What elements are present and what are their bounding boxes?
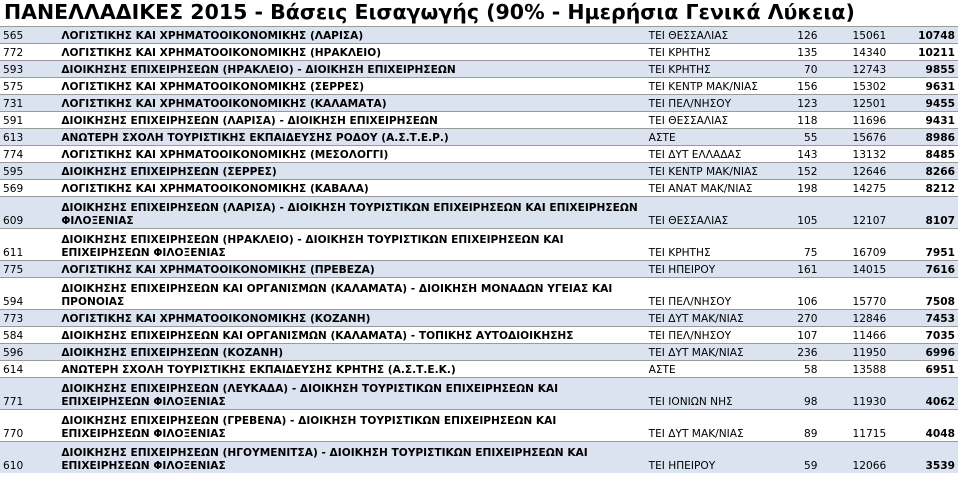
program-code-cell: 774: [0, 146, 58, 163]
positions-cell: 161: [768, 261, 820, 278]
admission-score-cell: 7508: [889, 278, 958, 310]
program-code-cell: 731: [0, 95, 58, 112]
institution-cell: ΤΕΙ ΗΠΕΙΡΟΥ: [646, 261, 769, 278]
institution-cell: ΤΕΙ ΚΡΗΤΗΣ: [646, 44, 769, 61]
ranking-number-cell: 12501: [821, 95, 890, 112]
institution-cell: ΤΕΙ ΚΕΝΤΡ ΜΑΚ/ΝΙΑΣ: [646, 163, 769, 180]
program-code-cell: 775: [0, 261, 58, 278]
table-row: [0, 146, 958, 163]
program-name-cell: ΛΟΓΙΣΤΙΚΗΣ ΚΑΙ ΧΡΗΜΑΤΟΟΙΚΟΝΟΜΙΚΗΣ (ΚΑΒΑΛΑ): [58, 180, 645, 197]
admission-score-cell: 7616: [889, 261, 958, 278]
ranking-number-cell: 15770: [821, 278, 890, 310]
program-name-cell: ΛΟΓΙΣΤΙΚΗΣ ΚΑΙ ΧΡΗΜΑΤΟΟΙΚΟΝΟΜΙΚΗΣ (ΚΑΛΑΜΑΤΑ): [58, 95, 645, 112]
institution-cell: ΤΕΙ ΘΕΣΣΑΛΙΑΣ: [646, 27, 769, 44]
program-name-cell: ΛΟΓΙΣΤΙΚΗΣ ΚΑΙ ΧΡΗΜΑΤΟΟΙΚΟΝΟΜΙΚΗΣ (ΠΡΕΒΕΖΑ): [58, 261, 645, 278]
institution-cell: ΤΕΙ ΘΕΣΣΑΛΙΑΣ: [646, 197, 769, 229]
program-name-cell: ΔΙΟΙΚΗΣΗΣ ΕΠΙΧΕΙΡΗΣΕΩΝ (ΗΡΑΚΛΕΙΟ) - ΔΙΟΙΚΗΣΗ ΤΟΥΡΙΣΤΙΚΩΝ ΕΠΙΧΕΙΡΗΣΕΩΝ ΚΑΙ ΕΠΙΧΕΙΡΗΣΕΩΝ ΦΙΛΟΞΕΝΙΑΣ: [58, 229, 645, 261]
admission-score-cell: 10748: [889, 27, 958, 44]
admission-score-cell: 4048: [889, 410, 958, 442]
ranking-number-cell: 12107: [821, 197, 890, 229]
positions-cell: 105: [768, 197, 820, 229]
scores-table: [0, 26, 958, 473]
positions-cell: 75: [768, 229, 820, 261]
table-row: [0, 112, 958, 129]
ranking-number-cell: 15676: [821, 129, 890, 146]
program-name-cell: ΛΟΓΙΣΤΙΚΗΣ ΚΑΙ ΧΡΗΜΑΤΟΟΙΚΟΝΟΜΙΚΗΣ (ΚΟΖΑΝΗ): [58, 310, 645, 327]
program-name-cell: ΑΝΩΤΕΡΗ ΣΧΟΛΗ ΤΟΥΡΙΣΤΙΚΗΣ ΕΚΠΑΙΔΕΥΣΗΣ ΡΟΔΟΥ (Α.Σ.Τ.Ε.Ρ.): [58, 129, 645, 146]
ranking-number-cell: 14015: [821, 261, 890, 278]
admission-score-cell: 9631: [889, 78, 958, 95]
program-name-cell: ΔΙΟΙΚΗΣΗΣ ΕΠΙΧΕΙΡΗΣΕΩΝ (ΓΡΕΒΕΝΑ) - ΔΙΟΙΚΗΣΗ ΤΟΥΡΙΣΤΙΚΩΝ ΕΠΙΧΕΙΡΗΣΕΩΝ ΚΑΙ ΕΠΙΧΕΙΡΗΣΕΩΝ ΦΙΛΟΞΕΝΙΑΣ: [58, 410, 645, 442]
admission-score-cell: 9455: [889, 95, 958, 112]
program-code-cell: 772: [0, 44, 58, 61]
ranking-number-cell: 11950: [821, 344, 890, 361]
table-row: [0, 442, 958, 474]
table-row: [0, 61, 958, 78]
ranking-number-cell: 11715: [821, 410, 890, 442]
positions-cell: 70: [768, 61, 820, 78]
institution-cell: ΤΕΙ ΔΥΤ ΜΑΚ/ΝΙΑΣ: [646, 344, 769, 361]
positions-cell: 107: [768, 327, 820, 344]
positions-cell: 123: [768, 95, 820, 112]
table-row: [0, 378, 958, 410]
table-row: [0, 197, 958, 229]
positions-cell: 135: [768, 44, 820, 61]
program-code-cell: 611: [0, 229, 58, 261]
institution-cell: ΑΣΤΕ: [646, 361, 769, 378]
ranking-number-cell: 11930: [821, 378, 890, 410]
ranking-number-cell: 12846: [821, 310, 890, 327]
program-code-cell: 614: [0, 361, 58, 378]
program-name-cell: ΔΙΟΙΚΗΣΗΣ ΕΠΙΧΕΙΡΗΣΕΩΝ (ΗΡΑΚΛΕΙΟ) - ΔΙΟΙΚΗΣΗ ΕΠΙΧΕΙΡΗΣΕΩΝ: [58, 61, 645, 78]
ranking-number-cell: 13132: [821, 146, 890, 163]
positions-cell: 156: [768, 78, 820, 95]
ranking-number-cell: 12066: [821, 442, 890, 474]
institution-cell: ΤΕΙ ΚΕΝΤΡ ΜΑΚ/ΝΙΑΣ: [646, 78, 769, 95]
admission-score-cell: 8212: [889, 180, 958, 197]
table-row: [0, 344, 958, 361]
program-code-cell: 613: [0, 129, 58, 146]
ranking-number-cell: 14340: [821, 44, 890, 61]
program-name-cell: ΑΝΩΤΕΡΗ ΣΧΟΛΗ ΤΟΥΡΙΣΤΙΚΗΣ ΕΚΠΑΙΔΕΥΣΗΣ ΚΡΗΤΗΣ (Α.Σ.Τ.Ε.Κ.): [58, 361, 645, 378]
institution-cell: ΤΕΙ ΙΟΝΙΩΝ ΝΗΣ: [646, 378, 769, 410]
institution-cell: ΤΕΙ ΑΝΑΤ ΜΑΚ/ΝΙΑΣ: [646, 180, 769, 197]
table-row: [0, 261, 958, 278]
ranking-number-cell: 15061: [821, 27, 890, 44]
ranking-number-cell: 12743: [821, 61, 890, 78]
table-row: [0, 310, 958, 327]
institution-cell: ΤΕΙ ΚΡΗΤΗΣ: [646, 61, 769, 78]
program-name-cell: ΛΟΓΙΣΤΙΚΗΣ ΚΑΙ ΧΡΗΜΑΤΟΟΙΚΟΝΟΜΙΚΗΣ (ΜΕΣΟΛΟΓΓΙ): [58, 146, 645, 163]
program-name-cell: ΔΙΟΙΚΗΣΗΣ ΕΠΙΧΕΙΡΗΣΕΩΝ (ΛΑΡΙΣΑ) - ΔΙΟΙΚΗΣΗ ΕΠΙΧΕΙΡΗΣΕΩΝ: [58, 112, 645, 129]
table-row: [0, 27, 958, 44]
table-row: [0, 78, 958, 95]
program-code-cell: 575: [0, 78, 58, 95]
admission-score-cell: 8485: [889, 146, 958, 163]
institution-cell: ΤΕΙ ΚΡΗΤΗΣ: [646, 229, 769, 261]
ranking-number-cell: 14275: [821, 180, 890, 197]
positions-cell: 143: [768, 146, 820, 163]
ranking-number-cell: 11466: [821, 327, 890, 344]
institution-cell: ΤΕΙ ΠΕΛ/ΝΗΣΟΥ: [646, 327, 769, 344]
admission-score-cell: 6996: [889, 344, 958, 361]
program-name-cell: ΔΙΟΙΚΗΣΗΣ ΕΠΙΧΕΙΡΗΣΕΩΝ (ΛΑΡΙΣΑ) - ΔΙΟΙΚΗΣΗ ΤΟΥΡΙΣΤΙΚΩΝ ΕΠΙΧΕΙΡΗΣΕΩΝ ΚΑΙ ΕΠΙΧΕΙΡΗΣΕΩΝ ΦΙΛΟΞΕΝΙΑΣ: [58, 197, 645, 229]
program-name-cell: ΔΙΟΙΚΗΣΗΣ ΕΠΙΧΕΙΡΗΣΕΩΝ ΚΑΙ ΟΡΓΑΝΙΣΜΩΝ (ΚΑΛΑΜΑΤΑ) - ΤΟΠΙΚΗΣ ΑΥΤΟΔΙΟΙΚΗΣΗΣ: [58, 327, 645, 344]
positions-cell: 118: [768, 112, 820, 129]
program-name-cell: ΔΙΟΙΚΗΣΗΣ ΕΠΙΧΕΙΡΗΣΕΩΝ (ΚΟΖΑΝΗ): [58, 344, 645, 361]
program-code-cell: 770: [0, 410, 58, 442]
positions-cell: 98: [768, 378, 820, 410]
table-row: [0, 44, 958, 61]
table-row: [0, 278, 958, 310]
program-code-cell: 610: [0, 442, 58, 474]
program-code-cell: 595: [0, 163, 58, 180]
admission-score-cell: 9431: [889, 112, 958, 129]
program-name-cell: ΛΟΓΙΣΤΙΚΗΣ ΚΑΙ ΧΡΗΜΑΤΟΟΙΚΟΝΟΜΙΚΗΣ (ΗΡΑΚΛΕΙΟ): [58, 44, 645, 61]
institution-cell: ΤΕΙ ΗΠΕΙΡΟΥ: [646, 442, 769, 474]
program-name-cell: ΛΟΓΙΣΤΙΚΗΣ ΚΑΙ ΧΡΗΜΑΤΟΟΙΚΟΝΟΜΙΚΗΣ (ΣΕΡΡΕΣ): [58, 78, 645, 95]
program-code-cell: 771: [0, 378, 58, 410]
program-name-cell: ΛΟΓΙΣΤΙΚΗΣ ΚΑΙ ΧΡΗΜΑΤΟΟΙΚΟΝΟΜΙΚΗΣ (ΛΑΡΙΣΑ): [58, 27, 645, 44]
scores-table-body: [0, 27, 958, 474]
ranking-number-cell: 13588: [821, 361, 890, 378]
admission-score-cell: 6951: [889, 361, 958, 378]
ranking-number-cell: 12646: [821, 163, 890, 180]
table-row: [0, 229, 958, 261]
program-code-cell: 569: [0, 180, 58, 197]
program-name-cell: ΔΙΟΙΚΗΣΗΣ ΕΠΙΧΕΙΡΗΣΕΩΝ ΚΑΙ ΟΡΓΑΝΙΣΜΩΝ (ΚΑΛΑΜΑΤΑ) - ΔΙΟΙΚΗΣΗ ΜΟΝΑΔΩΝ ΥΓΕΙΑΣ ΚΑΙ ΠΡΟΝΟΙΑΣ: [58, 278, 645, 310]
table-row: [0, 410, 958, 442]
positions-cell: 89: [768, 410, 820, 442]
table-row: [0, 163, 958, 180]
page-title: ΠΑΝΕΛΛΑΔΙΚΕΣ 2015 - Βάσεις Εισαγωγής (90% - Ημερήσια Γενικά Λύκεια): [4, 0, 855, 24]
positions-cell: 126: [768, 27, 820, 44]
admission-score-cell: 8986: [889, 129, 958, 146]
admission-score-cell: 7035: [889, 327, 958, 344]
positions-cell: 106: [768, 278, 820, 310]
table-row: [0, 180, 958, 197]
table-row: [0, 361, 958, 378]
positions-cell: 55: [768, 129, 820, 146]
positions-cell: 59: [768, 442, 820, 474]
ranking-number-cell: 15302: [821, 78, 890, 95]
institution-cell: ΤΕΙ ΔΥΤ ΜΑΚ/ΝΙΑΣ: [646, 410, 769, 442]
program-code-cell: 591: [0, 112, 58, 129]
positions-cell: 58: [768, 361, 820, 378]
admission-score-cell: 8266: [889, 163, 958, 180]
ranking-number-cell: 11696: [821, 112, 890, 129]
institution-cell: ΤΕΙ ΘΕΣΣΑΛΙΑΣ: [646, 112, 769, 129]
program-code-cell: 609: [0, 197, 58, 229]
admission-score-cell: 9855: [889, 61, 958, 78]
positions-cell: 198: [768, 180, 820, 197]
positions-cell: 270: [768, 310, 820, 327]
program-code-cell: 584: [0, 327, 58, 344]
program-name-cell: ΔΙΟΙΚΗΣΗΣ ΕΠΙΧΕΙΡΗΣΕΩΝ (ΛΕΥΚΑΔΑ) - ΔΙΟΙΚΗΣΗ ΤΟΥΡΙΣΤΙΚΩΝ ΕΠΙΧΕΙΡΗΣΕΩΝ ΚΑΙ ΕΠΙΧΕΙΡΗΣΕΩΝ ΦΙΛΟΞΕΝΙΑΣ: [58, 378, 645, 410]
positions-cell: 236: [768, 344, 820, 361]
program-name-cell: ΔΙΟΙΚΗΣΗΣ ΕΠΙΧΕΙΡΗΣΕΩΝ (ΗΓΟΥΜΕΝΙΤΣΑ) - ΔΙΟΙΚΗΣΗ ΤΟΥΡΙΣΤΙΚΩΝ ΕΠΙΧΕΙΡΗΣΕΩΝ ΚΑΙ ΕΠΙΧΕΙΡΗΣΕΩΝ ΦΙΛΟΞΕΝΙΑΣ: [58, 442, 645, 474]
institution-cell: ΑΣΤΕ: [646, 129, 769, 146]
institution-cell: ΤΕΙ ΠΕΛ/ΝΗΣΟΥ: [646, 95, 769, 112]
positions-cell: 152: [768, 163, 820, 180]
program-code-cell: 565: [0, 27, 58, 44]
admission-score-cell: 7951: [889, 229, 958, 261]
table-row: [0, 95, 958, 112]
admission-score-cell: 3539: [889, 442, 958, 474]
institution-cell: ΤΕΙ ΔΥΤ ΕΛΛΑΔΑΣ: [646, 146, 769, 163]
admission-score-cell: 4062: [889, 378, 958, 410]
admission-score-cell: 7453: [889, 310, 958, 327]
program-code-cell: 594: [0, 278, 58, 310]
admission-score-cell: 8107: [889, 197, 958, 229]
table-row: [0, 129, 958, 146]
program-code-cell: 593: [0, 61, 58, 78]
institution-cell: ΤΕΙ ΔΥΤ ΜΑΚ/ΝΙΑΣ: [646, 310, 769, 327]
program-code-cell: 596: [0, 344, 58, 361]
program-name-cell: ΔΙΟΙΚΗΣΗΣ ΕΠΙΧΕΙΡΗΣΕΩΝ (ΣΕΡΡΕΣ): [58, 163, 645, 180]
admission-score-cell: 10211: [889, 44, 958, 61]
ranking-number-cell: 16709: [821, 229, 890, 261]
institution-cell: ΤΕΙ ΠΕΛ/ΝΗΣΟΥ: [646, 278, 769, 310]
program-code-cell: 773: [0, 310, 58, 327]
table-row: [0, 327, 958, 344]
